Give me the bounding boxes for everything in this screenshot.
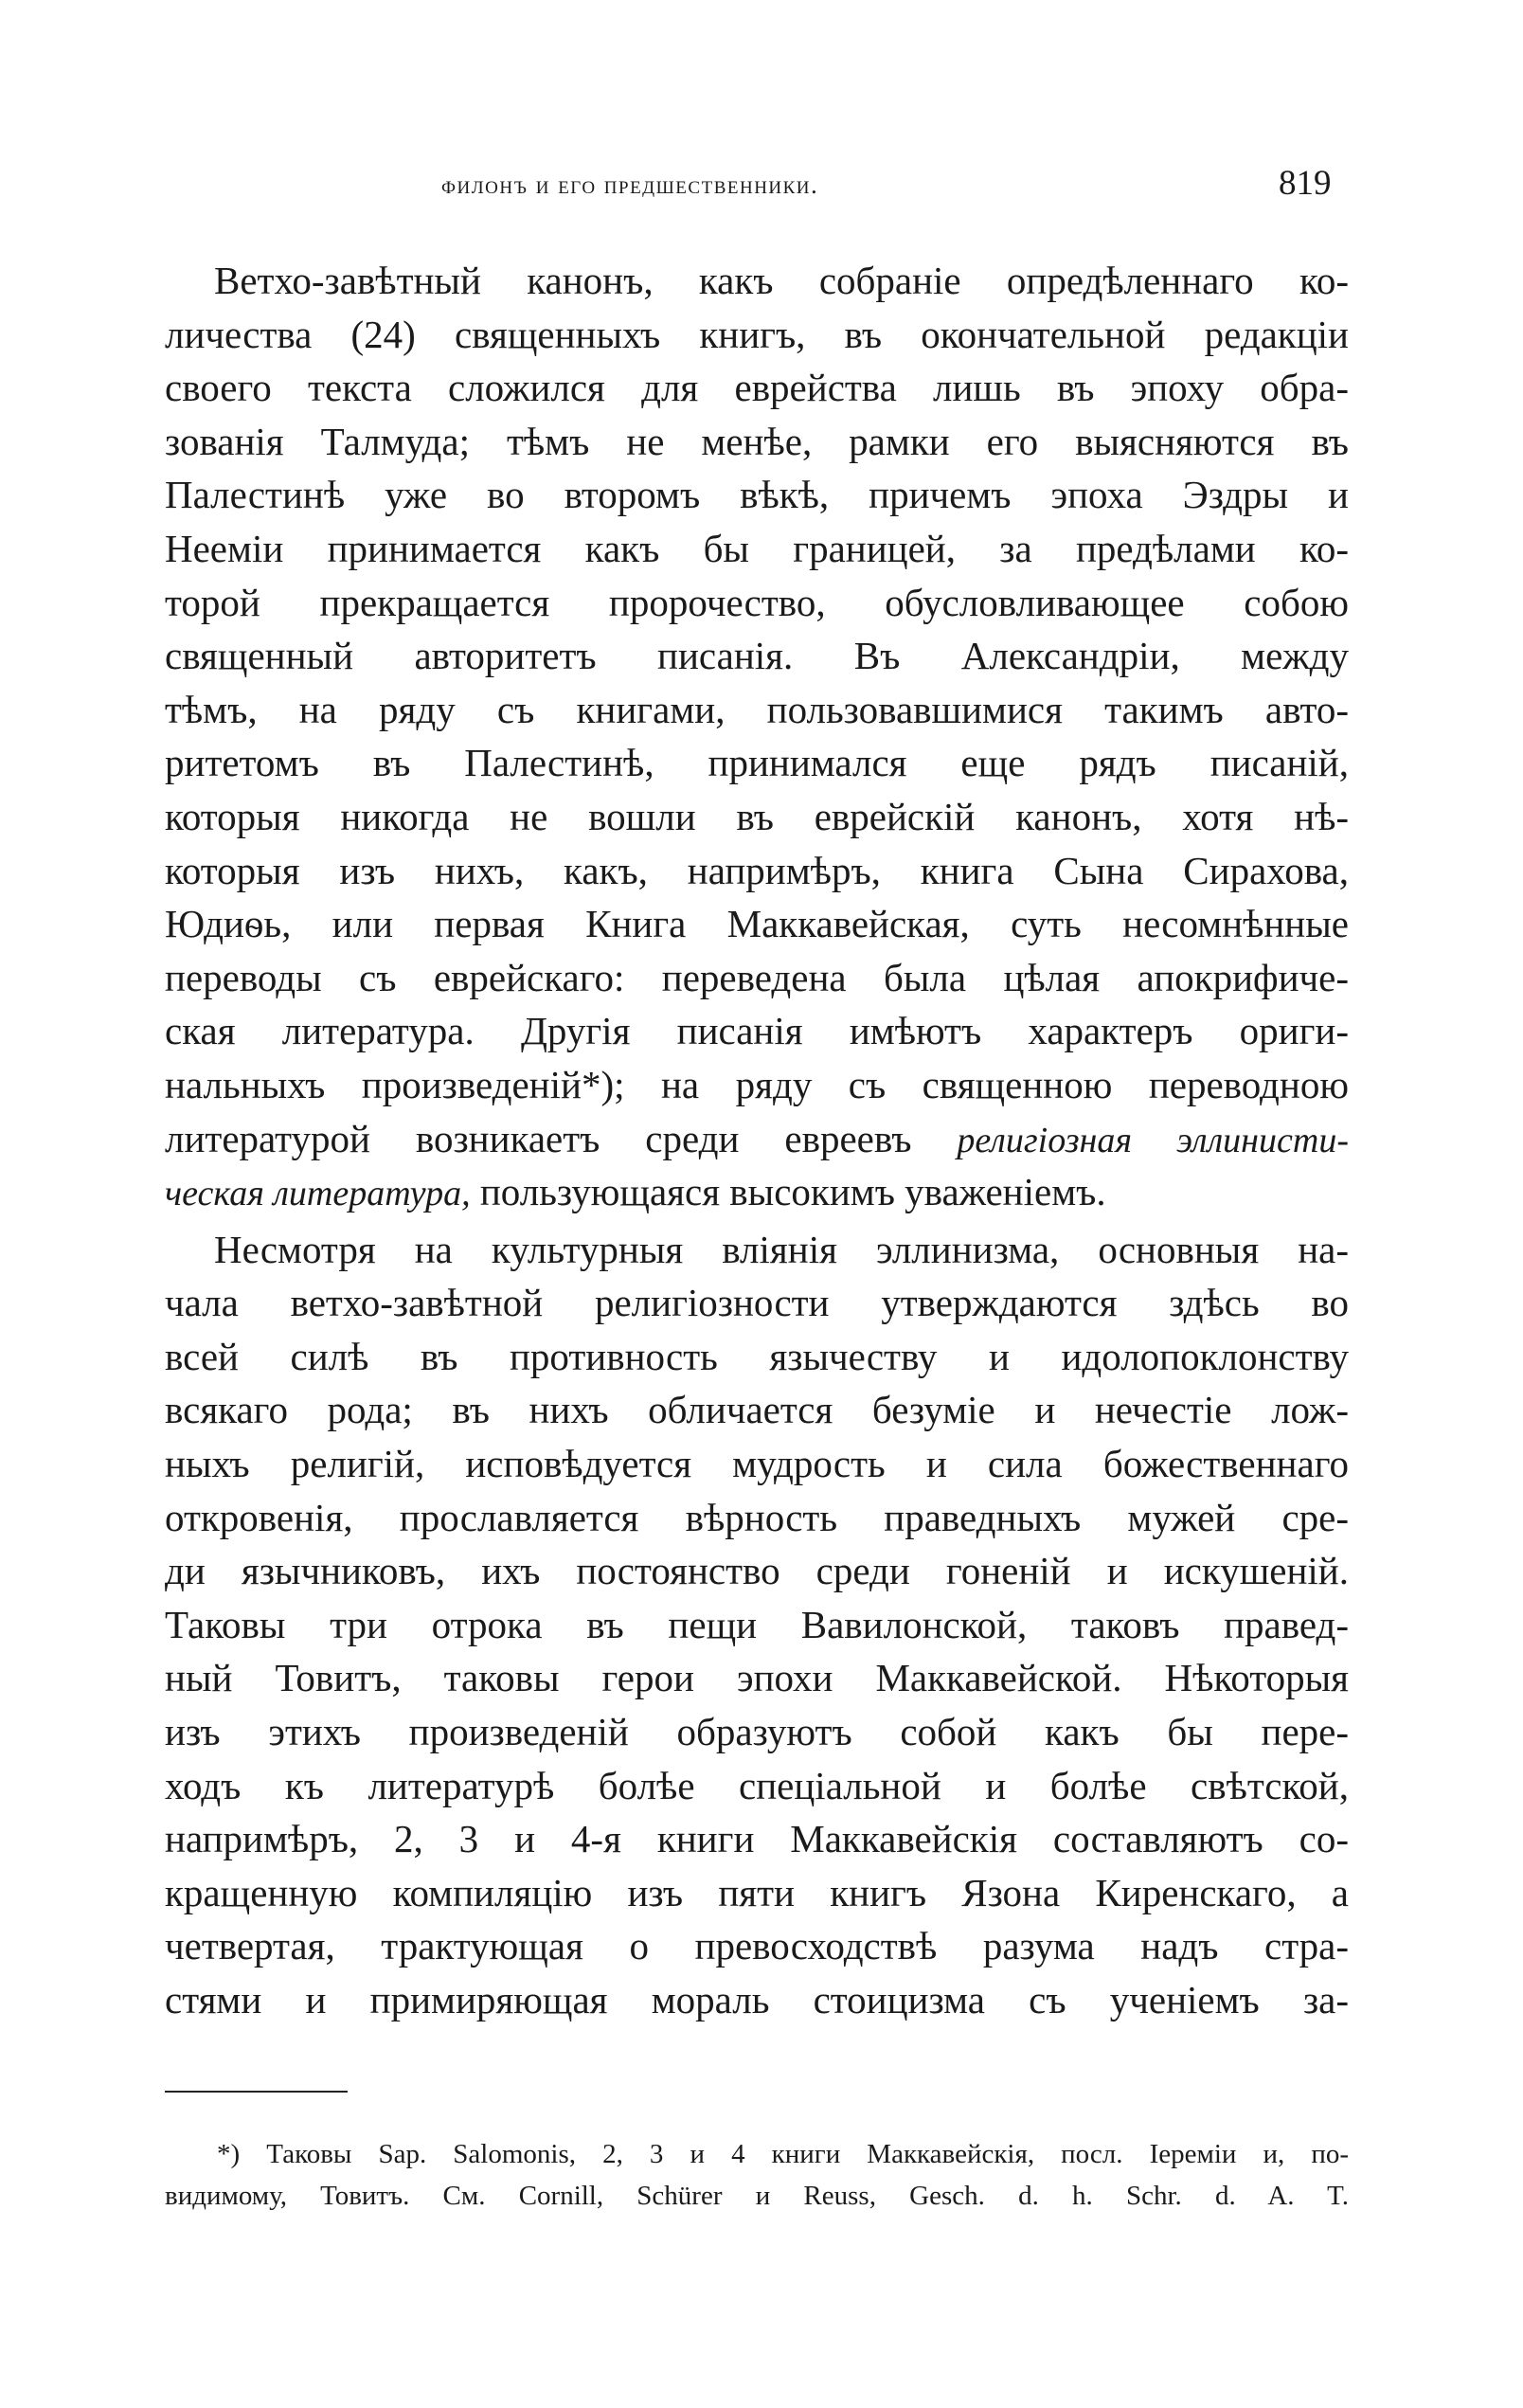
text-segment: кращенную компиляцію изъ пяти книгъ Язона Киренскаго, а bbox=[165, 1870, 1349, 1914]
text-segment: Несмотря на культурныя вліянія эллинизма, основныя на- bbox=[214, 1227, 1349, 1271]
text-segment: литературой возникаетъ среди евреевъ bbox=[165, 1116, 958, 1160]
text-segment: ритетомъ въ Палестинѣ, принимался еще рядъ писаній, bbox=[165, 741, 1349, 785]
text-line bbox=[165, 1598, 1349, 1652]
text-segment: зованія Талмуда; тѣмъ не менѣе, рамки его выясняются въ bbox=[165, 419, 1349, 463]
text-line bbox=[165, 1973, 1349, 2027]
text-line bbox=[165, 1276, 1349, 1330]
text-line bbox=[165, 1651, 1349, 1705]
text-segment: четвертая, трактующая о превосходствѣ разума надъ стра- bbox=[165, 1924, 1349, 1968]
text-segment: нальныхъ произведеній*); на ряду съ священною переводною bbox=[165, 1062, 1349, 1106]
text-line bbox=[165, 1705, 1349, 1759]
text-line bbox=[165, 1058, 1349, 1112]
paragraph bbox=[165, 1223, 1349, 2027]
text-line bbox=[165, 736, 1349, 790]
text-segment: ныхъ религій, исповѣдуется мудрость и сила божественнаго bbox=[165, 1442, 1349, 1486]
text-line bbox=[165, 1165, 1349, 1219]
text-segment: стями и примиряющая мораль стоицизма съ ученіемъ за- bbox=[165, 1978, 1349, 2022]
text-line bbox=[165, 1866, 1349, 1920]
text-line bbox=[165, 1544, 1349, 1598]
text-line bbox=[165, 468, 1349, 522]
text-line bbox=[165, 576, 1349, 630]
text-segment: Таковы три отрока въ пещи Вавилонской, таковъ правед- bbox=[165, 1602, 1349, 1646]
text-segment: Юдиѳь, или первая Книга Маккавейская, суть несомнѣнные bbox=[165, 902, 1349, 946]
text-segment: всякаго рода; въ нихъ обличается безуміе и нечестіе лож- bbox=[165, 1388, 1349, 1432]
text-line bbox=[165, 254, 1349, 308]
text-line bbox=[165, 897, 1349, 951]
text-line bbox=[165, 308, 1349, 362]
text-line bbox=[165, 790, 1349, 844]
text-segment: Нееміи принимается какъ бы границей, за предѣлами ко- bbox=[165, 526, 1349, 570]
text-line bbox=[165, 1223, 1349, 1277]
text-segment: которыя изъ нихъ, какъ, напримѣръ, книга Сына Сирахова, bbox=[165, 848, 1349, 892]
text-segment: ская литература. Другія писанія имѣютъ характеръ ориги- bbox=[165, 1009, 1349, 1053]
text-segment: своего текста сложился для еврейства лишь въ эпоху обра- bbox=[165, 366, 1349, 410]
text-line bbox=[165, 1812, 1349, 1866]
text-segment: ный Товитъ, таковы герои эпохи Маккавейской. Нѣкоторыя bbox=[165, 1656, 1349, 1700]
running-title: филонъ и его предшественники. bbox=[441, 171, 819, 199]
text-line bbox=[165, 1383, 1349, 1437]
text-segment: изъ этихъ произведеній образуютъ собой какъ бы пере- bbox=[165, 1710, 1349, 1754]
text-line bbox=[165, 1437, 1349, 1491]
text-line bbox=[165, 629, 1349, 683]
text-line bbox=[165, 1004, 1349, 1058]
body-text bbox=[165, 254, 1349, 2031]
text-line bbox=[165, 415, 1349, 469]
text-segment: которыя никогда не вошли въ еврейскій канонъ, хотя нѣ- bbox=[165, 794, 1349, 838]
text-segment: пользующаяся высокимъ уваженіемъ. bbox=[470, 1170, 1106, 1214]
text-segment: тѣмъ, на ряду съ книгами, пользовавшимися такимъ авто- bbox=[165, 687, 1349, 731]
text-line bbox=[165, 1112, 1349, 1166]
text-segment: напримѣръ, 2, 3 и 4-я книги Маккавейскія составляютъ со- bbox=[165, 1817, 1349, 1861]
footnote-line: *) Таковы Sap. Salomonis, 2, 3 и 4 книги Маккавейскія, посл. Іереміи и, по- bbox=[217, 2139, 1349, 2169]
text-segment: ходъ къ литературѣ болѣе спеціальной и болѣе свѣтской, bbox=[165, 1763, 1349, 1807]
text-line bbox=[165, 1491, 1349, 1545]
footnote-line: видимому, Товитъ. См. Cornill, Schürer и Reuss, Gesch. d. h. Schr. d. A. T. bbox=[165, 2181, 1349, 2211]
text-segment: личества (24) священныхъ книгъ, въ окончательной редакціи bbox=[165, 312, 1349, 356]
text-line bbox=[165, 844, 1349, 898]
text-segment: всей силѣ въ противность язычеству и идолопоклонству bbox=[165, 1334, 1349, 1378]
text-line bbox=[165, 1759, 1349, 1813]
text-line bbox=[165, 1330, 1349, 1384]
text-segment: Палестинѣ уже во второмъ вѣкѣ, причемъ эпоха Эздры и bbox=[165, 473, 1349, 517]
text-segment: чала ветхо-завѣтной религіозности утверждаются здѣсь во bbox=[165, 1281, 1349, 1325]
text-line bbox=[165, 951, 1349, 1005]
text-line bbox=[165, 361, 1349, 415]
text-segment: Ветхо-завѣтный канонъ, какъ собраніе опредѣленнаго ко- bbox=[214, 259, 1349, 302]
footnote bbox=[165, 2133, 1349, 2217]
text-line bbox=[165, 683, 1349, 737]
text-segment: переводы съ еврейскаго: переведена была цѣлая апокрифиче- bbox=[165, 955, 1349, 999]
page-number: 819 bbox=[1279, 164, 1332, 203]
italic-text: ческая литература, bbox=[165, 1174, 471, 1214]
text-segment: ди язычниковъ, ихъ постоянство среди гоненій и искушеній. bbox=[165, 1549, 1349, 1593]
text-line bbox=[165, 1919, 1349, 1973]
text-segment: откровенія, прославляется вѣрность праведныхъ мужей сре- bbox=[165, 1495, 1349, 1539]
paragraph bbox=[165, 254, 1349, 1219]
text-segment: священный авторитетъ писанія. Въ Александріи, между bbox=[165, 634, 1349, 678]
italic-text: религіозная эллинисти- bbox=[957, 1120, 1349, 1160]
text-segment: торой прекращается пророчество, обусловливающее собою bbox=[165, 580, 1349, 624]
text-line bbox=[165, 522, 1349, 576]
footnote-rule bbox=[165, 2091, 348, 2093]
